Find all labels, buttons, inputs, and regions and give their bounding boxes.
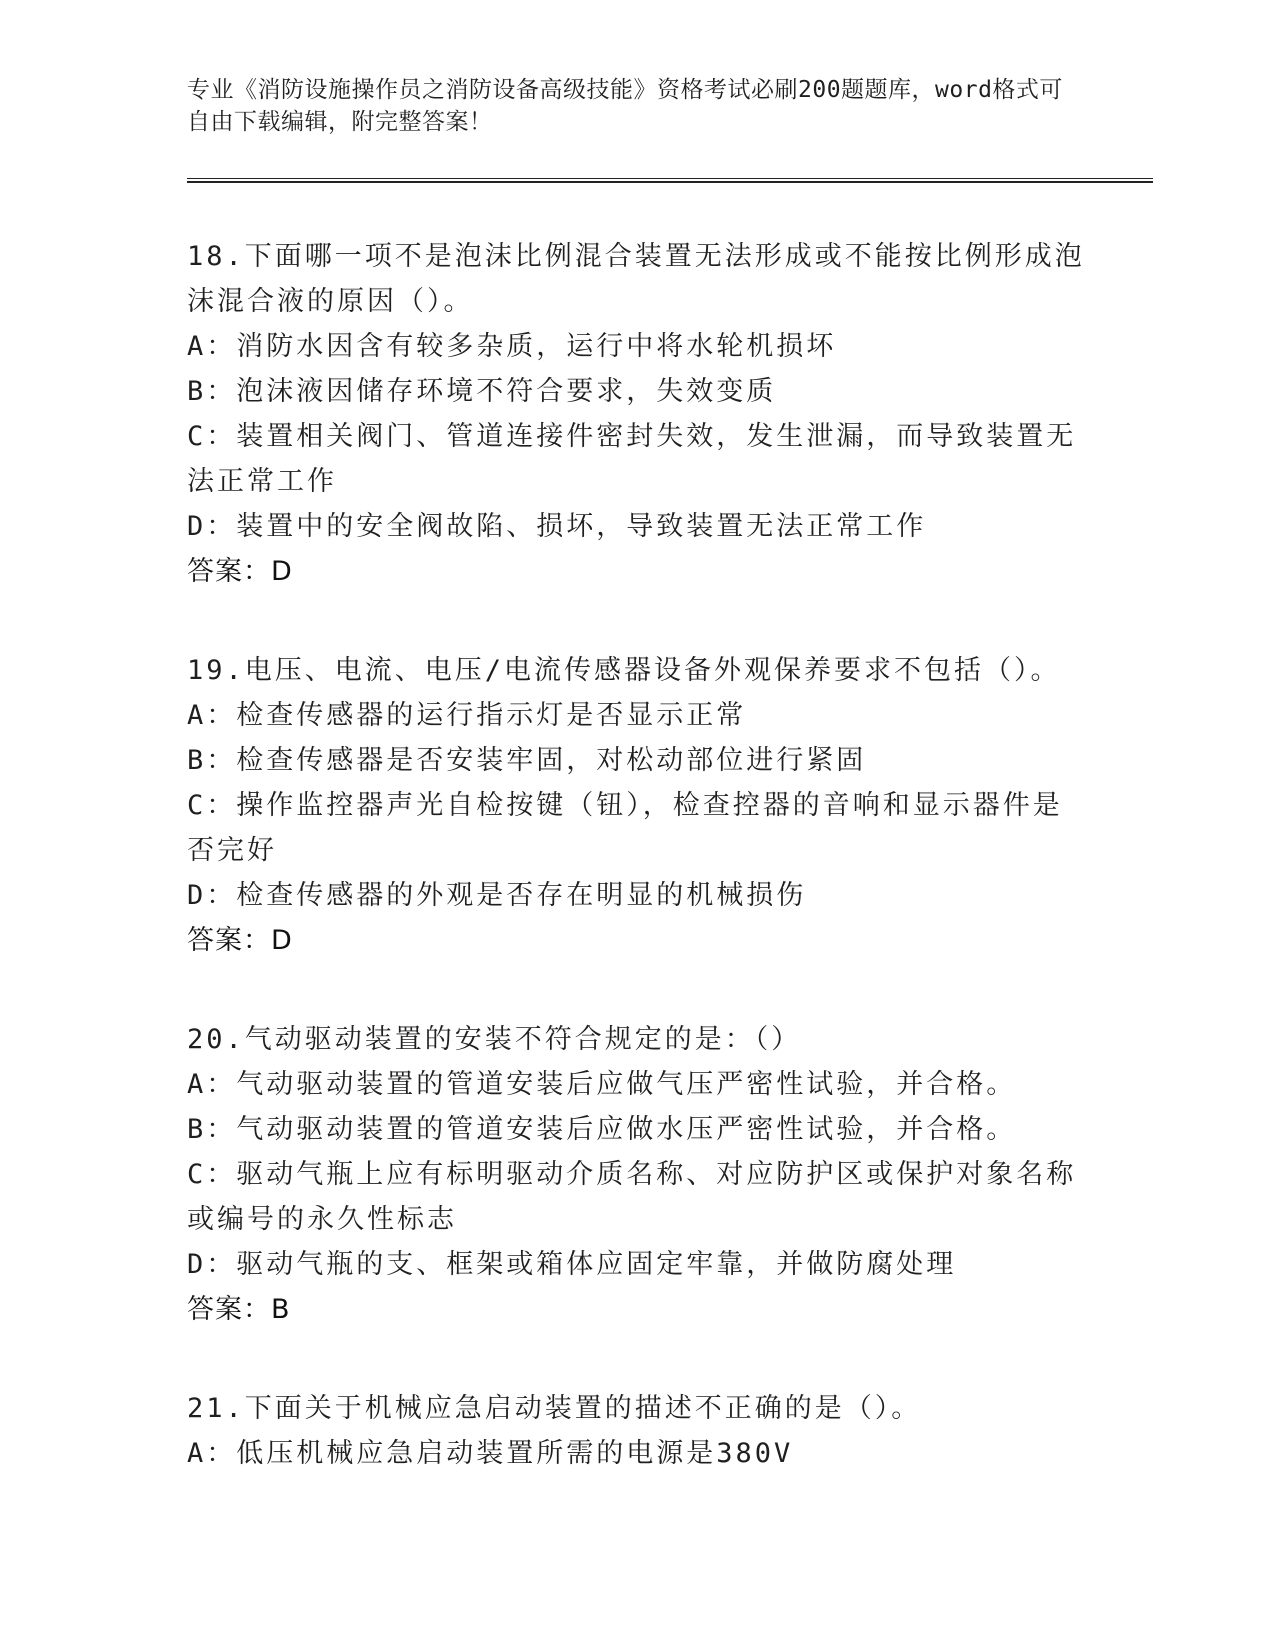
option-a: A：消防水因含有较多杂质，运行中将水轮机损坏 [187, 331, 837, 362]
question-19 [187, 648, 1087, 963]
question-stem: 20.气动驱动装置的安装不符合规定的是：（） [187, 1024, 802, 1055]
option-c: C：操作监控器声光自检按键（钮），检查控器的音响和显示器件是否完好 [187, 790, 1063, 866]
option-d: D：装置中的安全阀故陷、损坏，导致装置无法正常工作 [187, 511, 927, 542]
option-b: B：气动驱动装置的管道安装后应做水压严密性试验，并合格。 [187, 1114, 1017, 1145]
question-20 [187, 1017, 1087, 1332]
option-c: C：装置相关阀门、管道连接件密封失效，发生泄漏，而导致装置无法正常工作 [187, 421, 1077, 497]
option-a: A：气动驱动装置的管道安装后应做气压严密性试验，并合格。 [187, 1069, 1017, 1100]
answer-label: 答案：D [187, 925, 293, 956]
question-stem: 19.电压、电流、电压/电流传感器设备外观保养要求不包括（）。 [187, 655, 1061, 686]
answer-label: 答案：B [187, 1294, 291, 1325]
question-list [187, 234, 1087, 1530]
question-18 [187, 234, 1087, 594]
option-a: A：低压机械应急启动装置所需的电源是380V [187, 1438, 794, 1469]
option-b: B：检查传感器是否安装牢固，对松动部位进行紧固 [187, 745, 867, 776]
option-b: B：泡沫液因储存环境不符合要求，失效变质 [187, 376, 777, 407]
question-stem: 18.下面哪一项不是泡沫比例混合装置无法形成或不能按比例形成泡沫混合液的原因（）。 [187, 241, 1085, 317]
option-c: C：驱动气瓶上应有标明驱动介质名称、对应防护区或保护对象名称或编号的永久性标志 [187, 1159, 1077, 1235]
question-21 [187, 1386, 1087, 1476]
option-d: D：检查传感器的外观是否存在明显的机械损伤 [187, 880, 807, 911]
document-intro: 专业《消防设施操作员之消防设备高级技能》资格考试必刷200题题库，word格式可自由下载编辑，附完整答案！ [187, 77, 1063, 135]
question-stem: 21.下面关于机械应急启动装置的描述不正确的是（）。 [187, 1393, 922, 1424]
header-divider [187, 178, 1153, 184]
divider-thick-line [187, 181, 1153, 183]
divider-thin-line [187, 178, 1153, 179]
answer-label: 答案：D [187, 556, 293, 587]
option-a: A：检查传感器的运行指示灯是否显示正常 [187, 700, 747, 731]
option-d: D：驱动气瓶的支、框架或箱体应固定牢靠，并做防腐处理 [187, 1249, 957, 1280]
